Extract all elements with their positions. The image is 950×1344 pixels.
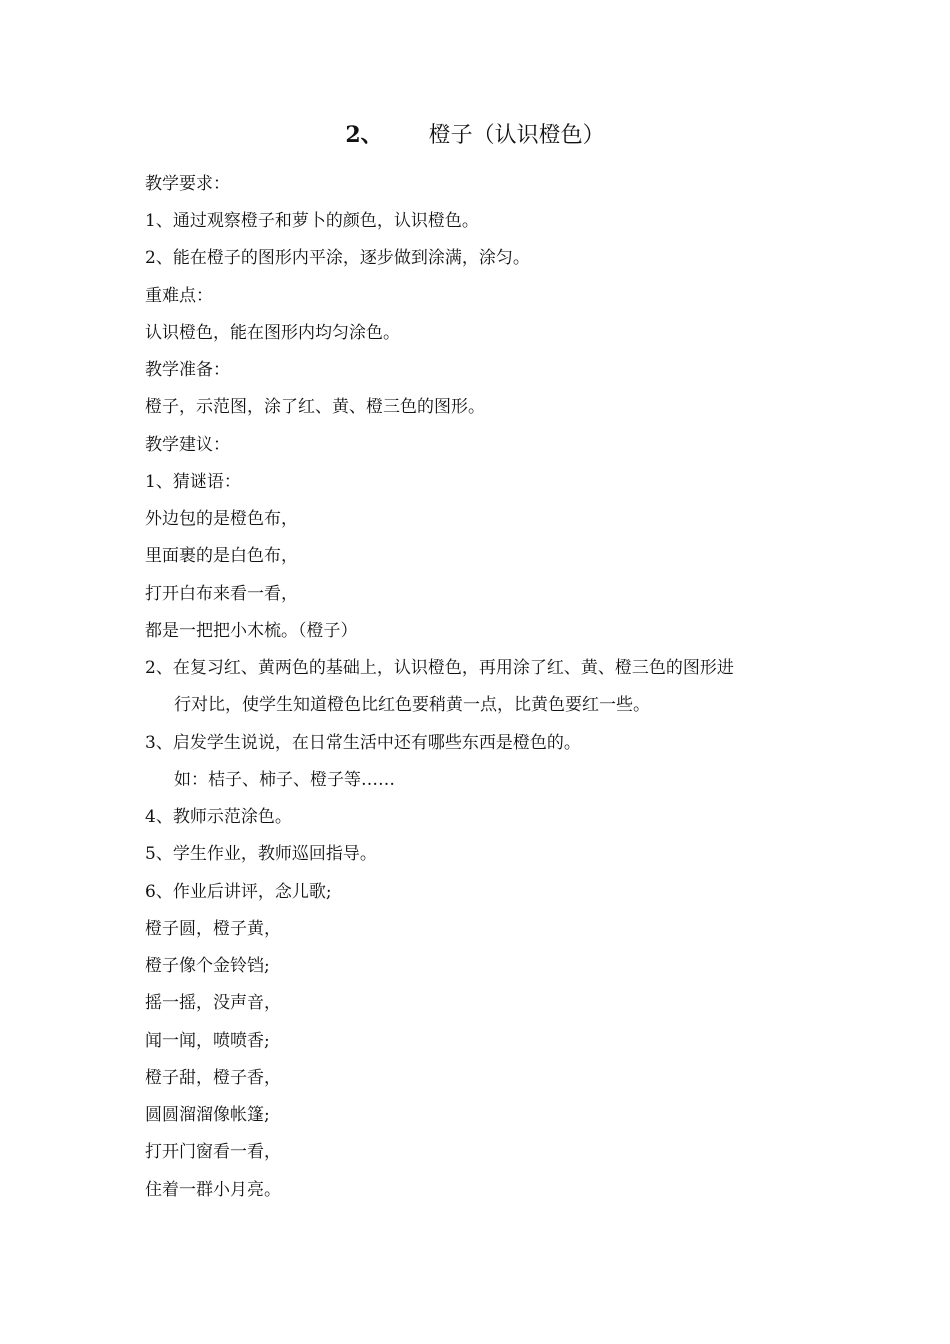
riddle-line-1: 外边包的是橙色布， (145, 509, 298, 529)
suggestion-item-3: 3、启发学生说说，在日常生活中还有哪些东西是橙色的。 (145, 733, 581, 753)
suggestion-item-2-continued: 行对比，使学生知道橙色比红色要稍黄一点，比黄色要红一些。 (174, 695, 650, 715)
suggestion-item-6: 6、作业后讲评，念儿歌; (145, 882, 332, 902)
title-text: 橙子（认识橙色） (428, 123, 605, 148)
rhyme-line-7: 打开门窗看一看， (145, 1142, 281, 1162)
suggestion-item-2: 2、在复习红、黄两色的基础上，认识橙色，再用涂了红、黄、橙三色的图形进 (145, 658, 734, 678)
riddle-line-3: 打开白布来看一看， (145, 584, 298, 604)
rhyme-line-6: 圆圆溜溜像帐篷; (145, 1105, 270, 1125)
suggestion-item-1: 1、猜谜语： (145, 472, 241, 492)
riddle-line-2: 里面裹的是白色布， (145, 546, 298, 566)
rhyme-line-1: 橙子圆，橙子黄， (145, 919, 281, 939)
suggestion-item-3-example: 如：桔子、柿子、橙子等…… (174, 770, 395, 790)
riddle-line-4: 都是一把把小木梳。（橙子） (145, 621, 358, 641)
suggestion-item-5: 5、学生作业，教师巡回指导。 (145, 844, 377, 864)
suggestion-item-4: 4、教师示范涂色。 (145, 807, 292, 827)
rhyme-line-5: 橙子甜，橙子香， (145, 1068, 281, 1088)
rhyme-line-8: 住着一群小月亮。 (145, 1180, 281, 1200)
section-heading-preparation: 教学准备： (145, 360, 230, 380)
requirement-item-1: 1、通过观察橙子和萝卜的颜色，认识橙色。 (145, 211, 479, 231)
section-heading-teaching-requirements: 教学要求： (145, 174, 230, 194)
rhyme-line-4: 闻一闻，喷喷香; (145, 1031, 270, 1051)
section-heading-key-points: 重难点： (145, 286, 213, 306)
section-heading-suggestions: 教学建议： (145, 435, 230, 455)
rhyme-line-2: 橙子像个金铃铛; (145, 956, 270, 976)
key-points-text: 认识橙色，能在图形内均匀涂色。 (145, 323, 400, 343)
rhyme-line-3: 摇一摇，没声音， (145, 993, 281, 1013)
page-title (0, 120, 950, 151)
requirement-item-2: 2、能在橙子的图形内平涂，逐步做到涂满，涂匀。 (145, 248, 530, 268)
preparation-text: 橙子，示范图，涂了红、黄、橙三色的图形。 (145, 397, 485, 417)
title-number: 2、 (345, 122, 383, 148)
